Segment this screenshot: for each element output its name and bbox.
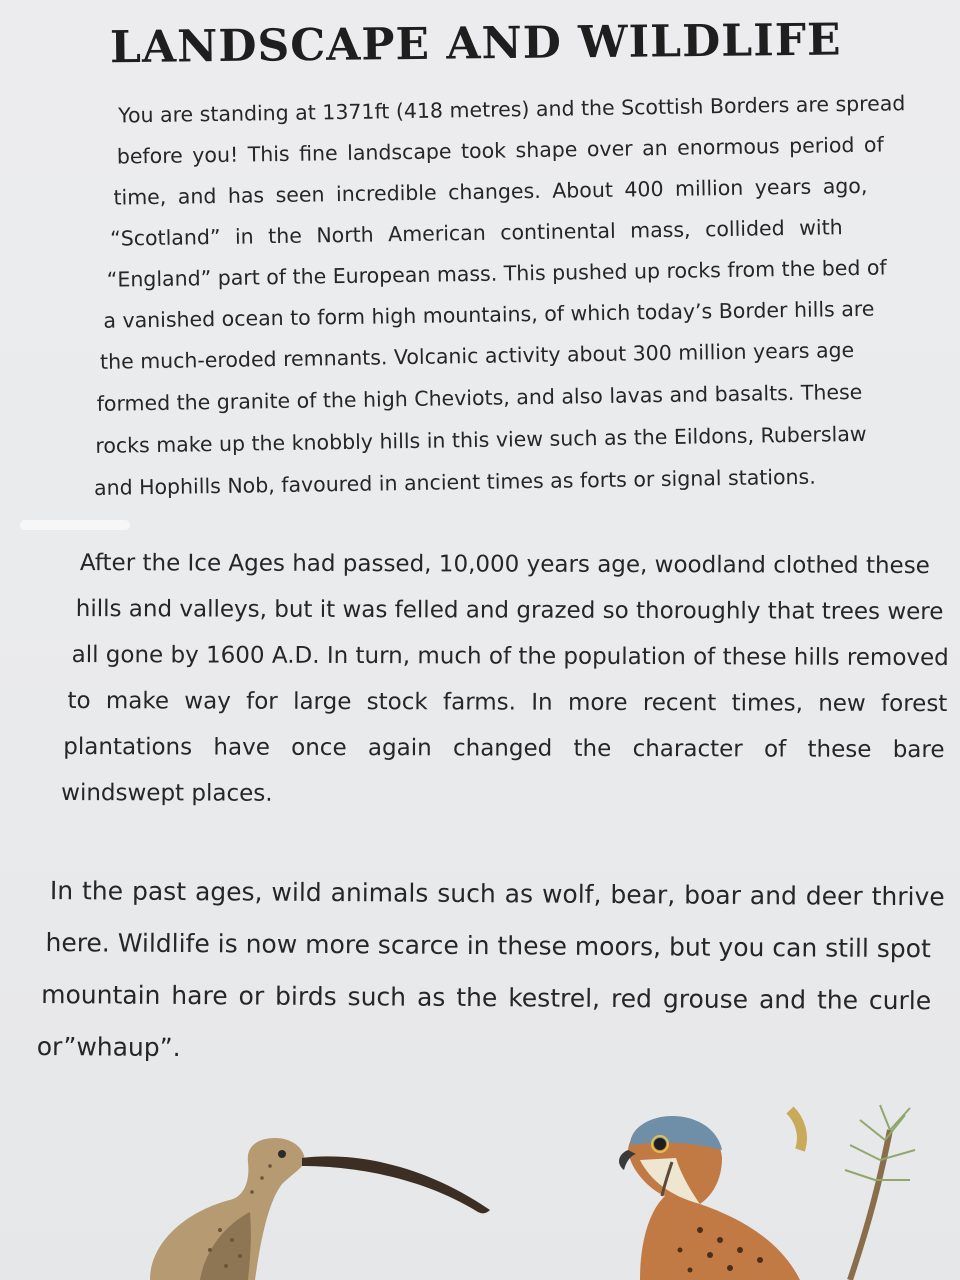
text-line: windswept places. bbox=[61, 779, 273, 807]
text-line: After the Ice Ages had passed, 10,000 years age, woodland clothed these bbox=[79, 550, 930, 580]
text-line: rocks make up the knobbly hills in this view such as the Eildons, Ruberslaw bbox=[95, 421, 867, 458]
curlew-illustration bbox=[150, 1138, 490, 1280]
text-line: “England” part of the European mass. This pushed up rocks from the bed of bbox=[106, 255, 887, 292]
paper-smudge bbox=[20, 520, 130, 530]
text-line: and Hophills Nob, favoured in ancient times as forts or signal stations. bbox=[93, 464, 816, 500]
text-line: time, and has seen incredible changes. About 400 million years ago, bbox=[113, 173, 868, 210]
text-line: all gone by 1600 A.D. In turn, much of the population of these hills removed bbox=[71, 642, 949, 672]
text-line: In the past ages, wild animals such as wolf, bear, boar and deer thrive bbox=[49, 876, 945, 912]
text-line: the much-eroded remnants. Volcanic activity about 300 million years age bbox=[99, 337, 855, 374]
text-line: formed the granite of the high Cheviots, and also lavas and basalts. These bbox=[96, 379, 863, 416]
text-line: hills and valleys, but it was felled and grazed so thoroughly that trees were bbox=[75, 596, 944, 626]
text-line: before you! This fine landscape took shape over an enormous period of bbox=[116, 132, 884, 169]
text-line: to make way for large stock farms. In more recent times, new forest bbox=[67, 688, 948, 718]
text-line: a vanished ocean to form high mountains, of which today’s Border hills are bbox=[103, 296, 875, 333]
page-title: LANDSCAPE AND WILDLIFE bbox=[109, 14, 842, 74]
text-line: mountain hare or birds such as the kestrel, red grouse and the curle bbox=[41, 980, 932, 1016]
bird-illustrations bbox=[0, 1100, 960, 1280]
text-line: “Scotland” in the North American continental mass, collided with bbox=[109, 215, 843, 251]
kestrel-illustration bbox=[619, 1105, 915, 1280]
text-line: or”whaup”. bbox=[36, 1031, 181, 1062]
text-line: here. Wildlife is now more scarce in these moors, but you can still spot bbox=[45, 928, 931, 964]
text-line: You are standing at 1371ft (418 metres) and the Scottish Borders are spread bbox=[117, 91, 906, 128]
text-line: plantations have once again changed the character of these bare bbox=[63, 734, 945, 764]
